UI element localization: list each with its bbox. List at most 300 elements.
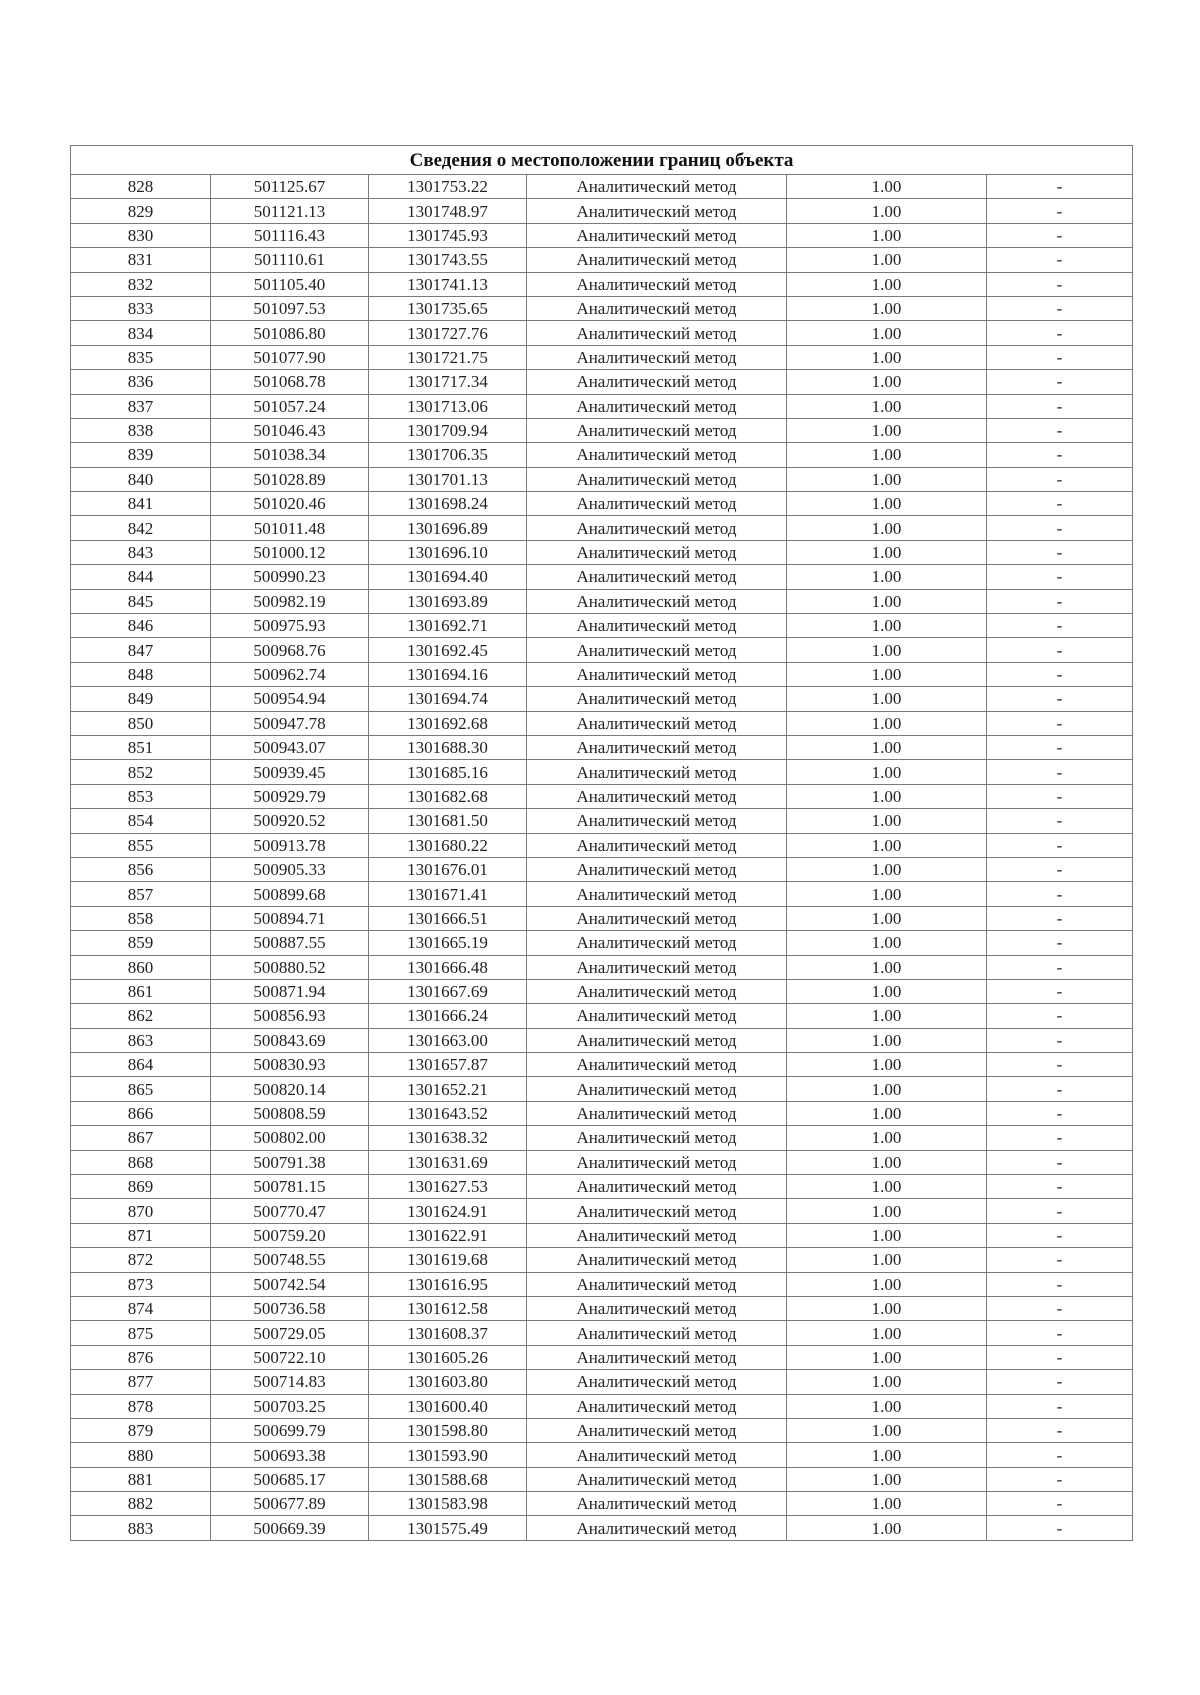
accuracy-cell: 1.00	[787, 589, 987, 613]
table-row	[71, 1370, 1133, 1394]
table-row	[71, 1126, 1133, 1150]
point-number-cell: 830	[71, 223, 211, 247]
table-row	[71, 443, 1133, 467]
description-cell: -	[987, 1321, 1133, 1345]
method-cell: Аналитический метод	[527, 589, 787, 613]
description-cell: -	[987, 296, 1133, 320]
description-cell: -	[987, 1248, 1133, 1272]
method-cell: Аналитический метод	[527, 1053, 787, 1077]
description-cell: -	[987, 882, 1133, 906]
table-row	[71, 833, 1133, 857]
table-row	[71, 418, 1133, 442]
description-cell: -	[987, 418, 1133, 442]
y-coordinate-cell: 1301692.71	[369, 614, 527, 638]
method-cell: Аналитический метод	[527, 467, 787, 491]
x-coordinate-cell: 500830.93	[211, 1053, 369, 1077]
y-coordinate-cell: 1301652.21	[369, 1077, 527, 1101]
y-coordinate-cell: 1301694.40	[369, 565, 527, 589]
y-coordinate-cell: 1301667.69	[369, 979, 527, 1003]
accuracy-cell: 1.00	[787, 1248, 987, 1272]
y-coordinate-cell: 1301713.06	[369, 394, 527, 418]
y-coordinate-cell: 1301605.26	[369, 1345, 527, 1369]
x-coordinate-cell: 500943.07	[211, 735, 369, 759]
x-coordinate-cell: 500913.78	[211, 833, 369, 857]
table-row	[71, 784, 1133, 808]
table-row	[71, 540, 1133, 564]
x-coordinate-cell: 500748.55	[211, 1248, 369, 1272]
point-number-cell: 847	[71, 638, 211, 662]
method-cell: Аналитический метод	[527, 711, 787, 735]
y-coordinate-cell: 1301681.50	[369, 809, 527, 833]
accuracy-cell: 1.00	[787, 1150, 987, 1174]
table-row	[71, 199, 1133, 223]
x-coordinate-cell: 500703.25	[211, 1394, 369, 1418]
table-row	[71, 931, 1133, 955]
y-coordinate-cell: 1301583.98	[369, 1492, 527, 1516]
method-cell: Аналитический метод	[527, 662, 787, 686]
accuracy-cell: 1.00	[787, 809, 987, 833]
y-coordinate-cell: 1301721.75	[369, 345, 527, 369]
method-cell: Аналитический метод	[527, 1199, 787, 1223]
table-row	[71, 223, 1133, 247]
point-number-cell: 882	[71, 1492, 211, 1516]
accuracy-cell: 1.00	[787, 1028, 987, 1052]
description-cell: -	[987, 1418, 1133, 1442]
point-number-cell: 866	[71, 1101, 211, 1125]
method-cell: Аналитический метод	[527, 199, 787, 223]
method-cell: Аналитический метод	[527, 565, 787, 589]
x-coordinate-cell: 501068.78	[211, 370, 369, 394]
accuracy-cell: 1.00	[787, 735, 987, 759]
point-number-cell: 869	[71, 1175, 211, 1199]
point-number-cell: 863	[71, 1028, 211, 1052]
y-coordinate-cell: 1301682.68	[369, 784, 527, 808]
x-coordinate-cell: 500954.94	[211, 687, 369, 711]
table-row	[71, 175, 1133, 199]
description-cell: -	[987, 1053, 1133, 1077]
y-coordinate-cell: 1301717.34	[369, 370, 527, 394]
x-coordinate-cell: 500843.69	[211, 1028, 369, 1052]
method-cell: Аналитический метод	[527, 687, 787, 711]
accuracy-cell: 1.00	[787, 857, 987, 881]
table-title: Сведения о местоположении границ объекта	[71, 146, 1133, 175]
point-number-cell: 879	[71, 1418, 211, 1442]
y-coordinate-cell: 1301593.90	[369, 1443, 527, 1467]
x-coordinate-cell: 501121.13	[211, 199, 369, 223]
accuracy-cell: 1.00	[787, 1321, 987, 1345]
accuracy-cell: 1.00	[787, 492, 987, 516]
y-coordinate-cell: 1301692.68	[369, 711, 527, 735]
y-coordinate-cell: 1301701.13	[369, 467, 527, 491]
boundary-coordinates-table	[70, 145, 1133, 1541]
description-cell: -	[987, 345, 1133, 369]
accuracy-cell: 1.00	[787, 711, 987, 735]
method-cell: Аналитический метод	[527, 1296, 787, 1320]
description-cell: -	[987, 1223, 1133, 1247]
table-row	[71, 857, 1133, 881]
description-cell: -	[987, 711, 1133, 735]
point-number-cell: 836	[71, 370, 211, 394]
x-coordinate-cell: 501077.90	[211, 345, 369, 369]
point-number-cell: 878	[71, 1394, 211, 1418]
table-row	[71, 1004, 1133, 1028]
table-row	[71, 1492, 1133, 1516]
description-cell: -	[987, 833, 1133, 857]
x-coordinate-cell: 500677.89	[211, 1492, 369, 1516]
y-coordinate-cell: 1301698.24	[369, 492, 527, 516]
description-cell: -	[987, 1516, 1133, 1540]
point-number-cell: 849	[71, 687, 211, 711]
y-coordinate-cell: 1301693.89	[369, 589, 527, 613]
y-coordinate-cell: 1301603.80	[369, 1370, 527, 1394]
y-coordinate-cell: 1301666.48	[369, 955, 527, 979]
method-cell: Аналитический метод	[527, 1004, 787, 1028]
y-coordinate-cell: 1301706.35	[369, 443, 527, 467]
table-row	[71, 687, 1133, 711]
accuracy-cell: 1.00	[787, 1077, 987, 1101]
method-cell: Аналитический метод	[527, 833, 787, 857]
y-coordinate-cell: 1301600.40	[369, 1394, 527, 1418]
description-cell: -	[987, 1443, 1133, 1467]
table-row	[71, 614, 1133, 638]
point-number-cell: 861	[71, 979, 211, 1003]
accuracy-cell: 1.00	[787, 443, 987, 467]
y-coordinate-cell: 1301627.53	[369, 1175, 527, 1199]
method-cell: Аналитический метод	[527, 443, 787, 467]
point-number-cell: 865	[71, 1077, 211, 1101]
point-number-cell: 833	[71, 296, 211, 320]
table-row	[71, 1150, 1133, 1174]
table-row	[71, 809, 1133, 833]
accuracy-cell: 1.00	[787, 321, 987, 345]
table-row	[71, 296, 1133, 320]
accuracy-cell: 1.00	[787, 955, 987, 979]
point-number-cell: 846	[71, 614, 211, 638]
point-number-cell: 845	[71, 589, 211, 613]
y-coordinate-cell: 1301727.76	[369, 321, 527, 345]
x-coordinate-cell: 501097.53	[211, 296, 369, 320]
accuracy-cell: 1.00	[787, 638, 987, 662]
table-row	[71, 955, 1133, 979]
description-cell: -	[987, 1126, 1133, 1150]
method-cell: Аналитический метод	[527, 248, 787, 272]
table-row	[71, 1077, 1133, 1101]
y-coordinate-cell: 1301612.58	[369, 1296, 527, 1320]
point-number-cell: 881	[71, 1467, 211, 1491]
table-row	[71, 1516, 1133, 1540]
accuracy-cell: 1.00	[787, 662, 987, 686]
point-number-cell: 874	[71, 1296, 211, 1320]
y-coordinate-cell: 1301676.01	[369, 857, 527, 881]
accuracy-cell: 1.00	[787, 882, 987, 906]
x-coordinate-cell: 500856.93	[211, 1004, 369, 1028]
method-cell: Аналитический метод	[527, 760, 787, 784]
point-number-cell: 853	[71, 784, 211, 808]
point-number-cell: 867	[71, 1126, 211, 1150]
x-coordinate-cell: 500905.33	[211, 857, 369, 881]
x-coordinate-cell: 500929.79	[211, 784, 369, 808]
y-coordinate-cell: 1301622.91	[369, 1223, 527, 1247]
x-coordinate-cell: 500781.15	[211, 1175, 369, 1199]
x-coordinate-cell: 500693.38	[211, 1443, 369, 1467]
method-cell: Аналитический метод	[527, 540, 787, 564]
x-coordinate-cell: 501105.40	[211, 272, 369, 296]
table-row	[71, 345, 1133, 369]
description-cell: -	[987, 906, 1133, 930]
y-coordinate-cell: 1301663.00	[369, 1028, 527, 1052]
y-coordinate-cell: 1301741.13	[369, 272, 527, 296]
y-coordinate-cell: 1301638.32	[369, 1126, 527, 1150]
accuracy-cell: 1.00	[787, 833, 987, 857]
description-cell: -	[987, 272, 1133, 296]
x-coordinate-cell: 500939.45	[211, 760, 369, 784]
description-cell: -	[987, 248, 1133, 272]
accuracy-cell: 1.00	[787, 540, 987, 564]
method-cell: Аналитический метод	[527, 735, 787, 759]
method-cell: Аналитический метод	[527, 1443, 787, 1467]
accuracy-cell: 1.00	[787, 1492, 987, 1516]
point-number-cell: 872	[71, 1248, 211, 1272]
accuracy-cell: 1.00	[787, 1199, 987, 1223]
method-cell: Аналитический метод	[527, 272, 787, 296]
table-row	[71, 492, 1133, 516]
table-row	[71, 1199, 1133, 1223]
method-cell: Аналитический метод	[527, 370, 787, 394]
method-cell: Аналитический метод	[527, 1175, 787, 1199]
description-cell: -	[987, 1272, 1133, 1296]
accuracy-cell: 1.00	[787, 1101, 987, 1125]
accuracy-cell: 1.00	[787, 272, 987, 296]
description-cell: -	[987, 1077, 1133, 1101]
point-number-cell: 875	[71, 1321, 211, 1345]
point-number-cell: 829	[71, 199, 211, 223]
table-row	[71, 394, 1133, 418]
method-cell: Аналитический метод	[527, 394, 787, 418]
table-row	[71, 467, 1133, 491]
description-cell: -	[987, 540, 1133, 564]
method-cell: Аналитический метод	[527, 418, 787, 442]
method-cell: Аналитический метод	[527, 1418, 787, 1442]
method-cell: Аналитический метод	[527, 614, 787, 638]
point-number-cell: 848	[71, 662, 211, 686]
table-row	[71, 1028, 1133, 1052]
x-coordinate-cell: 501020.46	[211, 492, 369, 516]
method-cell: Аналитический метод	[527, 906, 787, 930]
method-cell: Аналитический метод	[527, 857, 787, 881]
point-number-cell: 862	[71, 1004, 211, 1028]
table-row	[71, 1296, 1133, 1320]
point-number-cell: 843	[71, 540, 211, 564]
table-row	[71, 370, 1133, 394]
accuracy-cell: 1.00	[787, 370, 987, 394]
y-coordinate-cell: 1301692.45	[369, 638, 527, 662]
table-row	[71, 979, 1133, 1003]
table-row	[71, 1321, 1133, 1345]
description-cell: -	[987, 638, 1133, 662]
description-cell: -	[987, 1492, 1133, 1516]
method-cell: Аналитический метод	[527, 784, 787, 808]
point-number-cell: 877	[71, 1370, 211, 1394]
description-cell: -	[987, 1199, 1133, 1223]
table-row	[71, 1248, 1133, 1272]
table-row	[71, 1418, 1133, 1442]
accuracy-cell: 1.00	[787, 296, 987, 320]
accuracy-cell: 1.00	[787, 418, 987, 442]
method-cell: Аналитический метод	[527, 931, 787, 955]
x-coordinate-cell: 500975.93	[211, 614, 369, 638]
table-row	[71, 1272, 1133, 1296]
x-coordinate-cell: 500742.54	[211, 1272, 369, 1296]
x-coordinate-cell: 500685.17	[211, 1467, 369, 1491]
y-coordinate-cell: 1301743.55	[369, 248, 527, 272]
x-coordinate-cell: 501125.67	[211, 175, 369, 199]
description-cell: -	[987, 1345, 1133, 1369]
y-coordinate-cell: 1301588.68	[369, 1467, 527, 1491]
y-coordinate-cell: 1301631.69	[369, 1150, 527, 1174]
description-cell: -	[987, 1150, 1133, 1174]
point-number-cell: 834	[71, 321, 211, 345]
x-coordinate-cell: 500947.78	[211, 711, 369, 735]
x-coordinate-cell: 500714.83	[211, 1370, 369, 1394]
point-number-cell: 844	[71, 565, 211, 589]
table-title-row	[71, 146, 1133, 175]
description-cell: -	[987, 857, 1133, 881]
description-cell: -	[987, 492, 1133, 516]
accuracy-cell: 1.00	[787, 394, 987, 418]
description-cell: -	[987, 589, 1133, 613]
table-body	[71, 175, 1133, 1541]
accuracy-cell: 1.00	[787, 565, 987, 589]
accuracy-cell: 1.00	[787, 784, 987, 808]
description-cell: -	[987, 394, 1133, 418]
method-cell: Аналитический метод	[527, 1492, 787, 1516]
description-cell: -	[987, 687, 1133, 711]
accuracy-cell: 1.00	[787, 1370, 987, 1394]
table-row	[71, 565, 1133, 589]
description-cell: -	[987, 443, 1133, 467]
point-number-cell: 871	[71, 1223, 211, 1247]
accuracy-cell: 1.00	[787, 1394, 987, 1418]
method-cell: Аналитический метод	[527, 1077, 787, 1101]
method-cell: Аналитический метод	[527, 223, 787, 247]
point-number-cell: 860	[71, 955, 211, 979]
table-row	[71, 711, 1133, 735]
accuracy-cell: 1.00	[787, 979, 987, 1003]
y-coordinate-cell: 1301598.80	[369, 1418, 527, 1442]
table-row	[71, 760, 1133, 784]
point-number-cell: 832	[71, 272, 211, 296]
x-coordinate-cell: 500920.52	[211, 809, 369, 833]
point-number-cell: 864	[71, 1053, 211, 1077]
x-coordinate-cell: 500699.79	[211, 1418, 369, 1442]
y-coordinate-cell: 1301688.30	[369, 735, 527, 759]
accuracy-cell: 1.00	[787, 1516, 987, 1540]
method-cell: Аналитический метод	[527, 882, 787, 906]
table-row	[71, 1394, 1133, 1418]
description-cell: -	[987, 955, 1133, 979]
description-cell: -	[987, 175, 1133, 199]
accuracy-cell: 1.00	[787, 1296, 987, 1320]
y-coordinate-cell: 1301666.24	[369, 1004, 527, 1028]
x-coordinate-cell: 501028.89	[211, 467, 369, 491]
accuracy-cell: 1.00	[787, 248, 987, 272]
description-cell: -	[987, 1296, 1133, 1320]
y-coordinate-cell: 1301665.19	[369, 931, 527, 955]
point-number-cell: 880	[71, 1443, 211, 1467]
x-coordinate-cell: 500791.38	[211, 1150, 369, 1174]
x-coordinate-cell: 500808.59	[211, 1101, 369, 1125]
point-number-cell: 835	[71, 345, 211, 369]
method-cell: Аналитический метод	[527, 516, 787, 540]
description-cell: -	[987, 614, 1133, 638]
x-coordinate-cell: 501086.80	[211, 321, 369, 345]
table-row	[71, 272, 1133, 296]
point-number-cell: 856	[71, 857, 211, 881]
table-row	[71, 589, 1133, 613]
accuracy-cell: 1.00	[787, 199, 987, 223]
y-coordinate-cell: 1301709.94	[369, 418, 527, 442]
accuracy-cell: 1.00	[787, 1223, 987, 1247]
method-cell: Аналитический метод	[527, 979, 787, 1003]
description-cell: -	[987, 931, 1133, 955]
point-number-cell: 839	[71, 443, 211, 467]
accuracy-cell: 1.00	[787, 1345, 987, 1369]
description-cell: -	[987, 321, 1133, 345]
method-cell: Аналитический метод	[527, 321, 787, 345]
table-row	[71, 1053, 1133, 1077]
x-coordinate-cell: 501057.24	[211, 394, 369, 418]
x-coordinate-cell: 500770.47	[211, 1199, 369, 1223]
accuracy-cell: 1.00	[787, 760, 987, 784]
y-coordinate-cell: 1301608.37	[369, 1321, 527, 1345]
method-cell: Аналитический метод	[527, 345, 787, 369]
point-number-cell: 842	[71, 516, 211, 540]
description-cell: -	[987, 1394, 1133, 1418]
x-coordinate-cell: 500736.58	[211, 1296, 369, 1320]
accuracy-cell: 1.00	[787, 1053, 987, 1077]
y-coordinate-cell: 1301694.16	[369, 662, 527, 686]
table-row	[71, 1467, 1133, 1491]
accuracy-cell: 1.00	[787, 223, 987, 247]
point-number-cell: 859	[71, 931, 211, 955]
x-coordinate-cell: 500871.94	[211, 979, 369, 1003]
y-coordinate-cell: 1301745.93	[369, 223, 527, 247]
accuracy-cell: 1.00	[787, 687, 987, 711]
accuracy-cell: 1.00	[787, 1175, 987, 1199]
y-coordinate-cell: 1301643.52	[369, 1101, 527, 1125]
point-number-cell: 852	[71, 760, 211, 784]
table-row	[71, 882, 1133, 906]
method-cell: Аналитический метод	[527, 1150, 787, 1174]
method-cell: Аналитический метод	[527, 1272, 787, 1296]
point-number-cell: 841	[71, 492, 211, 516]
x-coordinate-cell: 501000.12	[211, 540, 369, 564]
method-cell: Аналитический метод	[527, 1394, 787, 1418]
method-cell: Аналитический метод	[527, 955, 787, 979]
method-cell: Аналитический метод	[527, 296, 787, 320]
point-number-cell: 850	[71, 711, 211, 735]
x-coordinate-cell: 500899.68	[211, 882, 369, 906]
description-cell: -	[987, 1004, 1133, 1028]
accuracy-cell: 1.00	[787, 906, 987, 930]
x-coordinate-cell: 500962.74	[211, 662, 369, 686]
x-coordinate-cell: 501038.34	[211, 443, 369, 467]
description-cell: -	[987, 662, 1133, 686]
y-coordinate-cell: 1301671.41	[369, 882, 527, 906]
description-cell: -	[987, 735, 1133, 759]
description-cell: -	[987, 1467, 1133, 1491]
point-number-cell: 837	[71, 394, 211, 418]
